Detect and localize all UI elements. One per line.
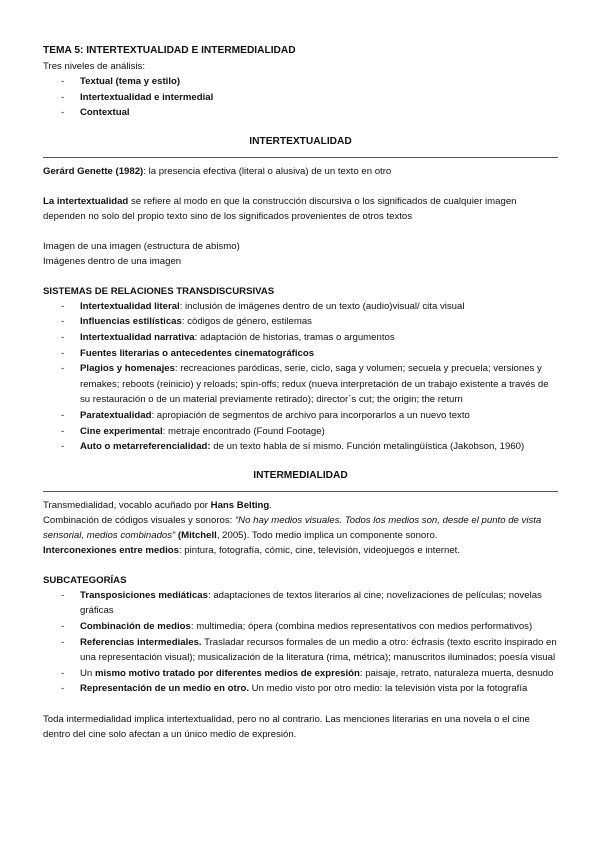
dash-bullet: - xyxy=(61,441,65,453)
item-text: : metraje encontrado (Found Footage) xyxy=(162,425,325,437)
intertextuality-text: se refiere al modo en que la construcción discursiva o los significados de cualquier imagen dependen no solo del propio texto sino de los significados provenientes de otros textos xyxy=(43,195,517,222)
intertextuality-label: La intertextualidad xyxy=(43,195,129,207)
item-label: Paratextualidad xyxy=(80,409,152,421)
list-item xyxy=(43,105,558,121)
item-label: Combinación de medios xyxy=(80,620,191,632)
subcategories-list xyxy=(43,588,558,697)
combination-line xyxy=(43,513,558,543)
genette-label: Gerárd Genette (1982) xyxy=(43,165,144,177)
transmediality-line xyxy=(43,498,558,513)
dash-bullet: - xyxy=(61,409,65,421)
dash-bullet: - xyxy=(61,589,65,601)
dash-bullet: - xyxy=(61,331,65,343)
item-text: : códigos de género, estilemas xyxy=(181,316,312,328)
combination-text: Combinación de códigos visuales y sonoros: xyxy=(43,514,235,526)
item-label: Transposiciones mediáticas xyxy=(80,589,208,601)
item-label: Referencias intermediales. xyxy=(80,636,202,648)
subcategories-heading: SUBCATEGORÍAS xyxy=(43,574,127,586)
list-item xyxy=(43,90,558,106)
item-text: : adaptación de historias, tramas o argumentos xyxy=(194,331,395,343)
section-divider xyxy=(43,491,558,492)
image-line: Imágenes dentro de una imagen xyxy=(43,255,182,267)
item-text: : paisaje, retrato, naturaleza muerta, desnudo xyxy=(359,667,554,679)
item-label: mismo motivo tratado por diferentes medios de expresión xyxy=(94,667,360,679)
level-label: Contextual xyxy=(80,107,130,119)
item-text: : multimedia; ópera (combina medios representativos con medios performativos) xyxy=(190,620,533,632)
dash-bullet: - xyxy=(61,683,65,695)
item-text: : recreaciones paródicas, serie, ciclo, saga y volumen; secuela y precuela; versiones y remakes; reboots (reinicio) y reloads; spin-offs; redux (nueva interpretación de un trabajo existente a través de su restauración o de un material previamente retirado); director´s cut; the origin; the return xyxy=(80,363,549,406)
intertextuality-definition xyxy=(43,194,558,224)
item-text: de un texto habla de sí mismo. Función metalingüística (Jakobson, 1960) xyxy=(210,441,525,453)
transmediality-text: Transmedialidad, vocablo acuñado por xyxy=(43,499,211,511)
item-label: Auto o metarreferencialidad: xyxy=(80,441,211,453)
combination-end: , 2005). Todo medio implica un componente sonoro. xyxy=(216,529,438,541)
dash-bullet: - xyxy=(61,636,65,648)
item-label: Intertextualidad literal xyxy=(80,300,180,312)
item-label: Plagios y homenajes xyxy=(80,363,175,375)
levels-list xyxy=(43,74,558,121)
item-label: Fuentes literarias o antecedentes cinematográficos xyxy=(80,347,315,359)
list-item xyxy=(43,635,558,666)
image-line: Imagen de una imagen (estructura de abismo) xyxy=(43,240,240,252)
dash-bullet: - xyxy=(61,347,65,359)
dash-bullet: - xyxy=(61,620,65,632)
list-item xyxy=(43,408,558,424)
systems-list xyxy=(43,299,558,455)
section-title-intermedialidad: INTERMEDIALIDAD xyxy=(253,469,348,481)
item-text: Un medio visto por otro medio: la televisión vista por la fotografía xyxy=(248,683,528,695)
item-label: Influencias estilísticas xyxy=(80,316,182,328)
item-text: : adaptaciones de textos literarios al cine; novelizaciones de películas; novelas gráficas xyxy=(80,589,542,617)
genette-definition xyxy=(43,164,558,179)
dash-bullet: - xyxy=(61,300,65,312)
list-item xyxy=(43,439,558,455)
genette-text: : la presencia efectiva (literal o alusiva) de un texto en otro xyxy=(143,165,392,177)
interconnections-label: Interconexiones entre medios xyxy=(43,544,179,556)
dash-bullet: - xyxy=(61,316,65,328)
list-item xyxy=(43,314,558,330)
systems-heading: SISTEMAS DE RELACIONES TRANSDISCURSIVAS xyxy=(43,285,275,297)
dash-bullet: - xyxy=(61,91,65,103)
list-item xyxy=(43,346,558,362)
mitchell-name: (Mitchell xyxy=(175,529,217,541)
belting-name: Hans Belting xyxy=(210,499,270,511)
list-item xyxy=(43,299,558,315)
page-title: TEMA 5: INTERTEXTUALIDAD E INTERMEDIALIDAD xyxy=(43,45,296,56)
transmediality-end: . xyxy=(269,499,272,511)
closing-paragraph: Toda intermedialidad implica intertextualidad, pero no al contrario. Las menciones literarias en una novela o el cine dentro del cine solo afectan a un único medio de expresión. xyxy=(43,713,530,740)
list-item xyxy=(43,424,558,440)
document-content xyxy=(43,43,558,742)
list-item xyxy=(43,681,558,697)
section-title-intertextualidad: INTERTEXTUALIDAD xyxy=(249,135,352,147)
item-label: Intertextualidad narrativa xyxy=(80,331,195,343)
item-prefix: Un xyxy=(80,667,95,679)
intro-text: Tres niveles de análisis: xyxy=(43,61,146,72)
item-text: Trasladar recursos formales de un medio a otro: écfrasis (texto escrito inspirado en una representación visual); musicalización de la literatura (rima, métrica); manuscritos iluminados; poesía visual xyxy=(80,636,557,664)
item-text: : apropiación de segmentos de archivo para incorporarlos a un nuevo texto xyxy=(151,409,470,421)
level-label: Textual (tema y estilo) xyxy=(80,76,181,87)
dash-bullet: - xyxy=(61,667,65,679)
mitchell-quote: “No hay medios visuales. Todos los medios son, desde el punto de vista sensorial, medios combinados” xyxy=(43,514,542,541)
level-label: Intertextualidad e intermedial xyxy=(80,91,214,103)
dash-bullet: - xyxy=(61,363,65,375)
list-item xyxy=(43,361,558,408)
item-label: Representación de un medio en otro. xyxy=(80,683,249,695)
dash-bullet: - xyxy=(61,425,65,437)
item-text: : inclusión de imágenes dentro de un texto (audio)visual/ cita visual xyxy=(179,300,465,312)
dash-bullet: - xyxy=(61,107,65,119)
list-item xyxy=(43,74,558,90)
list-item xyxy=(43,666,558,682)
list-item xyxy=(43,330,558,346)
dash-bullet: - xyxy=(61,76,65,87)
interconnections-line xyxy=(43,543,558,558)
section-divider xyxy=(43,157,558,158)
interconnections-text: : pintura, fotografía, cómic, cine, televisión, videojuegos e internet. xyxy=(178,544,460,556)
item-label: Cine experimental xyxy=(80,425,163,437)
list-item xyxy=(43,588,558,619)
list-item xyxy=(43,619,558,635)
